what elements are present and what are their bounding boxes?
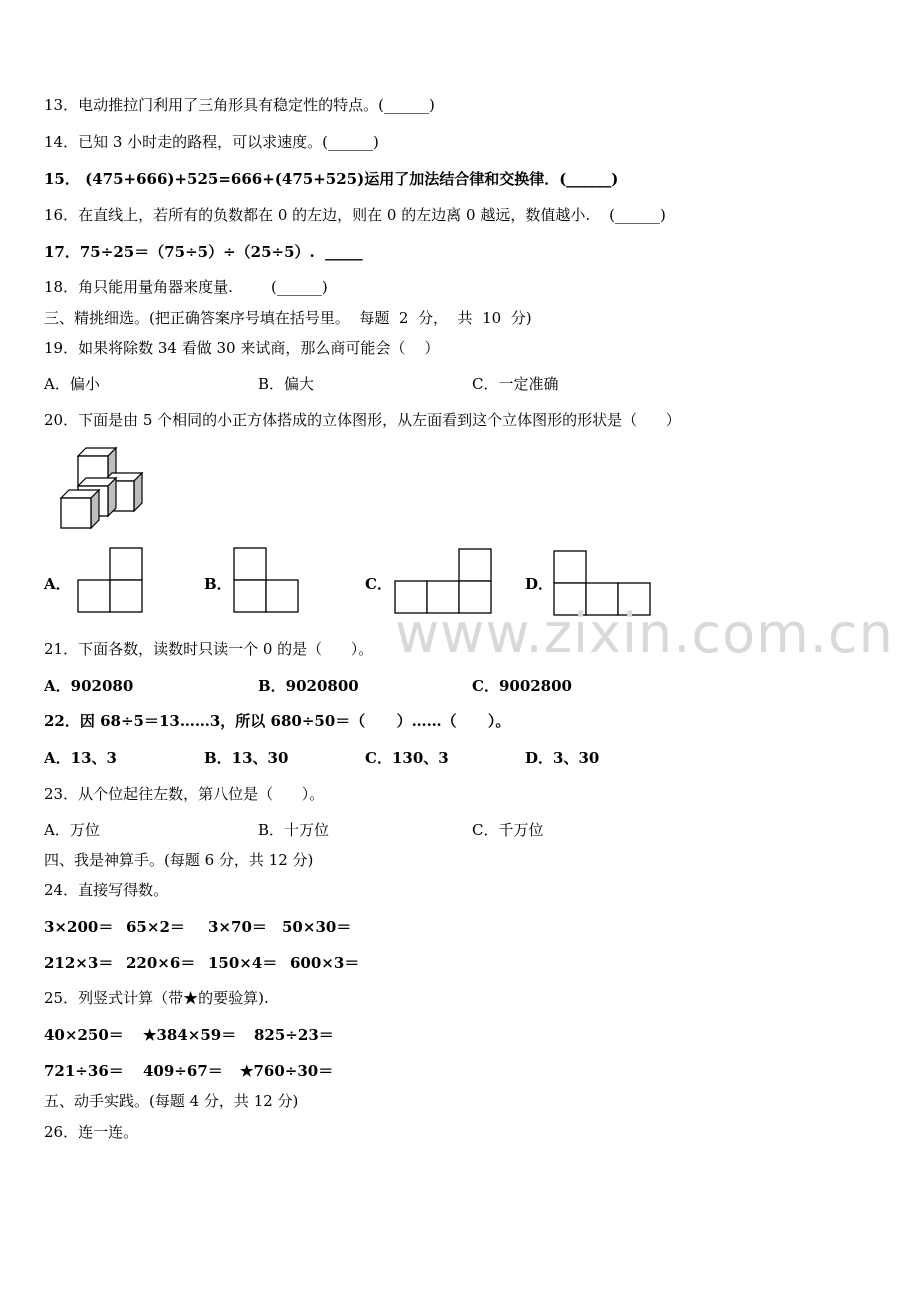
cube-stack-figure <box>58 444 148 530</box>
q21-option-b: B．9020800 <box>258 677 359 695</box>
section-3-title: 三、精挑细选。(把正确答案序号填在括号里。 每题 2 分， 共 10 分) <box>44 309 532 327</box>
section-4-title: 四、我是神算手。(每题 6 分，共 12 分) <box>44 851 314 869</box>
q22-option-a: A．13、3 <box>44 749 117 767</box>
q25-calc: 409÷67＝ <box>143 1062 223 1080</box>
question-25: 25．列竖式计算（带★的要验算). <box>44 989 269 1007</box>
q24-calc: 220×6＝ <box>126 954 196 972</box>
q20-option-b-label: B． <box>204 575 232 593</box>
q25-calc: 825÷23＝ <box>254 1026 334 1044</box>
q23-option-b: B．十万位 <box>258 821 330 839</box>
q22-option-c: C．130、3 <box>365 749 449 767</box>
q24-calc: 3×70＝ <box>208 918 267 936</box>
q24-calc: 150×4＝ <box>208 954 278 972</box>
question-19: 19．如果将除数 34 看做 30 来试商，那么商可能会（ ） <box>44 339 440 357</box>
cube-left <box>61 490 99 528</box>
section-5-title: 五、动手实践。(每题 4 分，共 12 分) <box>44 1092 299 1110</box>
q24-calc: 3×200＝ <box>44 918 114 936</box>
question-21: 21．下面各数，读数时只读一个 0 的是（ ）。 <box>44 640 374 658</box>
q25-calc: 721÷36＝ <box>44 1062 124 1080</box>
question-22: 22．因 68÷5＝13……3，所以 680÷50＝（ ）……（ ）。 <box>44 712 511 730</box>
q22-option-b: B．13、30 <box>204 749 289 767</box>
q19-option-c: C．一定准确 <box>472 375 559 393</box>
question-16: 16．在直线上，若所有的负数都在 0 的左边，则在 0 的左边离 0 越远，数值越小. (______) <box>44 206 666 224</box>
q25-calc: 40×250＝ <box>44 1026 124 1044</box>
q20-option-b-shape <box>234 547 300 613</box>
question-23: 23．从个位起往左数，第八位是（ ）。 <box>44 785 325 803</box>
q21-option-c: C．9002800 <box>472 677 572 695</box>
q20-option-a-shape <box>78 547 144 613</box>
q22-option-d: D．3、30 <box>525 749 600 767</box>
q20-option-d-label: D． <box>525 575 554 593</box>
watermark: www.zixin.com.cn <box>395 602 894 665</box>
question-14: 14．已知 3 小时走的路程，可以求速度。(______) <box>44 133 379 151</box>
q24-calc: 212×3＝ <box>44 954 114 972</box>
q19-option-a: A．偏小 <box>44 375 100 393</box>
q20-option-c-label: C． <box>365 575 392 593</box>
q23-option-a: A．万位 <box>44 821 100 839</box>
q24-calc: 50×30＝ <box>282 918 352 936</box>
q25-calc: ★384×59＝ <box>143 1026 237 1044</box>
q25-calc: ★760÷30＝ <box>240 1062 334 1080</box>
question-24: 24．直接写得数。 <box>44 881 169 899</box>
question-18: 18．角只能用量角器来度量. (______) <box>44 278 328 296</box>
q19-option-b: B．偏大 <box>258 375 315 393</box>
question-15: 15． (475+666)+525=666+(475+525)运用了加法结合律和交换律．(______) <box>44 170 619 188</box>
question-20: 20．下面是由 5 个相同的小正方体搭成的立体图形，从左面看到这个立体图形的形状是（ ） <box>44 411 681 429</box>
question-17: 17．75÷25＝（75÷5）÷（25÷5）. _____ <box>44 243 363 261</box>
q21-option-a: A．902080 <box>44 677 134 695</box>
q24-calc: 65×2＝ <box>126 918 185 936</box>
question-26: 26．连一连。 <box>44 1123 139 1141</box>
q20-option-a-label: A． <box>44 575 71 593</box>
question-13: 13．电动推拉门利用了三角形具有稳定性的特点。(______) <box>44 96 435 114</box>
q24-calc: 600×3＝ <box>290 954 360 972</box>
q23-option-c: C．千万位 <box>472 821 544 839</box>
